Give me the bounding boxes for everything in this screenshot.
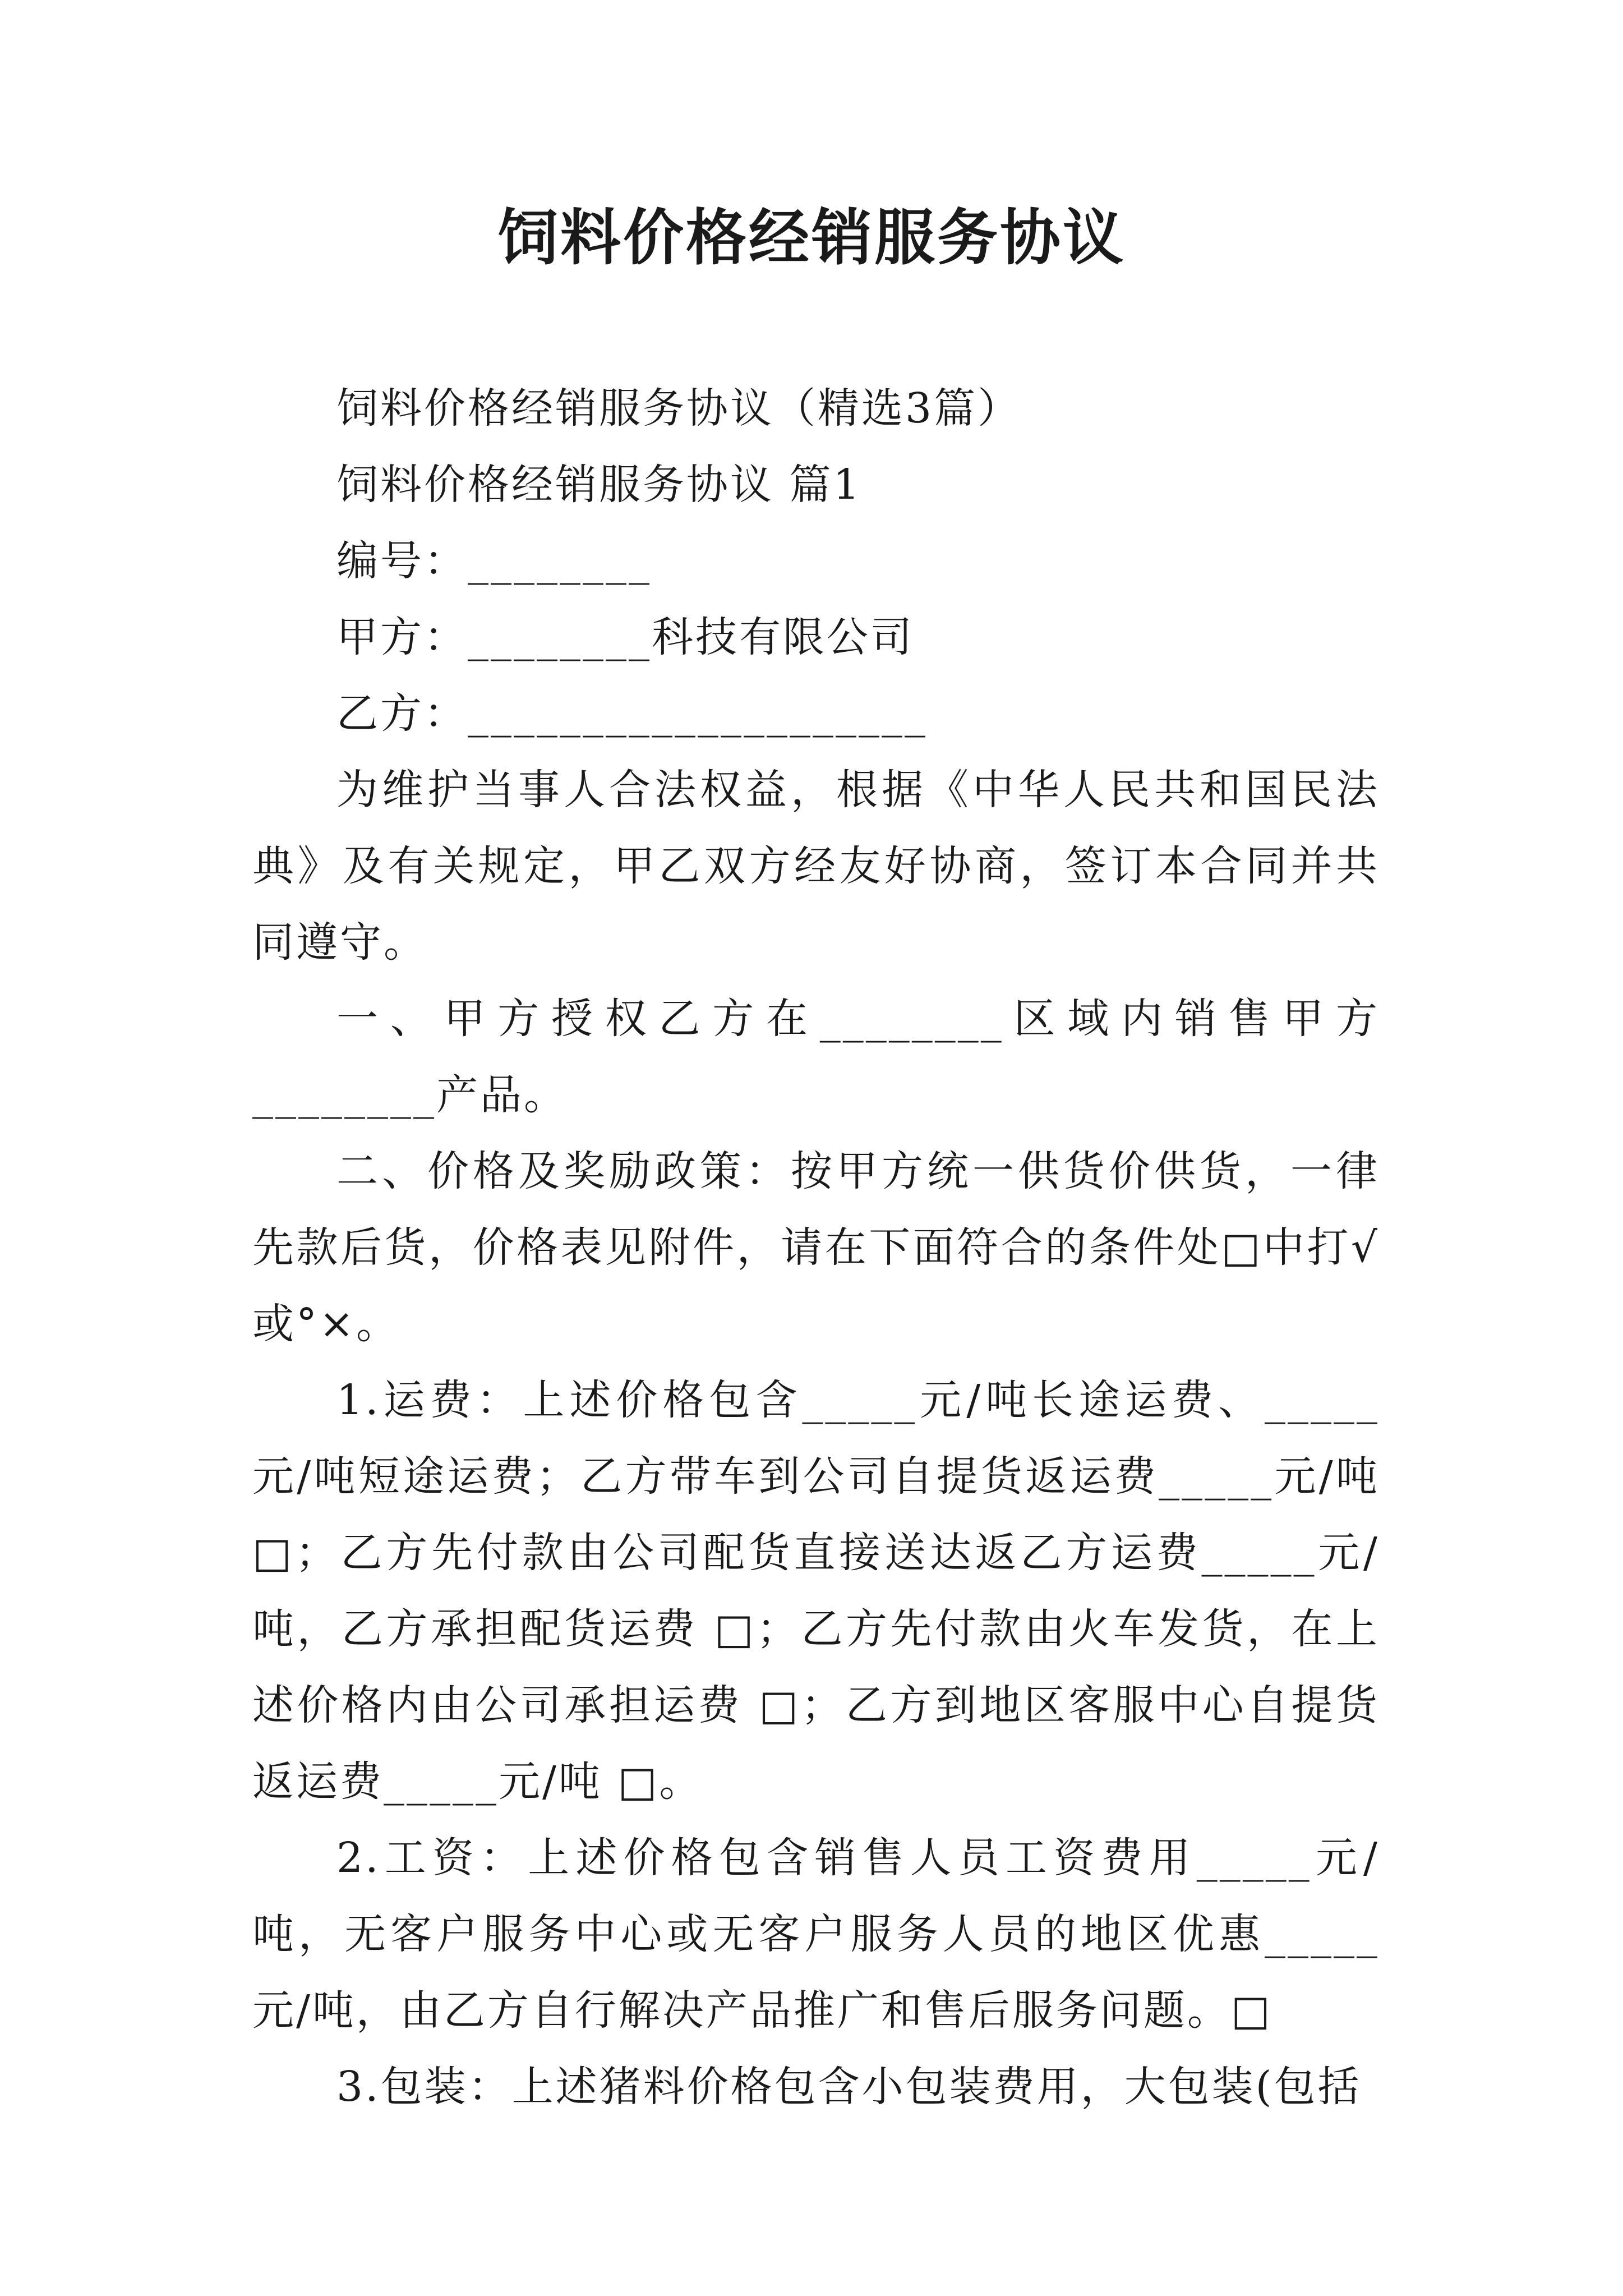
party-b-line: 乙方：____________________	[336, 689, 928, 738]
contract-number-line: 编号：________	[336, 537, 652, 585]
subtitle-paragraph: 饲料价格经销服务协议（精选3篇）	[336, 384, 1022, 432]
packaging-paragraph: 3.包装：上述猪料价格包含小包装费用，大包装(包括	[336, 2063, 1362, 2111]
clause-2-paragraph: 二、价格及奖励政策：按甲方统一供货价供货，一律先款后货，价格表见附件，请在下面符合的条件处□中打√或°×。	[252, 1147, 1380, 1348]
section-heading: 饲料价格经销服务协议 篇1	[336, 461, 862, 509]
party-a-line: 甲方：________科技有限公司	[336, 613, 914, 661]
document-body	[252, 370, 1380, 2125]
wages-paragraph: 2.工资：上述价格包含销售人员工资费用_____元/吨，无客户服务中心或无客户服务人员的地区优惠_____元/吨，由乙方自行解决产品推广和售后服务问题。□	[252, 1834, 1380, 2035]
freight-paragraph: 1.运费：上述价格包含_____元/吨长途运费、_____元/吨短途运费；乙方带车到公司自提货返运费_____元/吨 □；乙方先付款由公司配货直接送达返乙方运费_____元/吨，乙方承担配货运费 □；乙方先付款由火车发货，在上述价格内由公司承担运费 □；乙方到地区客服中心自提货返运费_____元/吨 □。	[252, 1376, 1380, 1806]
clause-1-paragraph: 一、甲方授权乙方在________区域内销售甲方________产品。	[252, 995, 1380, 1119]
preamble-paragraph: 为维护当事人合法权益，根据《中华人民共和国民法典》及有关规定，甲乙双方经友好协商，签订本合同并共同遵守。	[252, 766, 1380, 967]
document-title: 饲料价格经销服务协议	[497, 203, 1126, 273]
